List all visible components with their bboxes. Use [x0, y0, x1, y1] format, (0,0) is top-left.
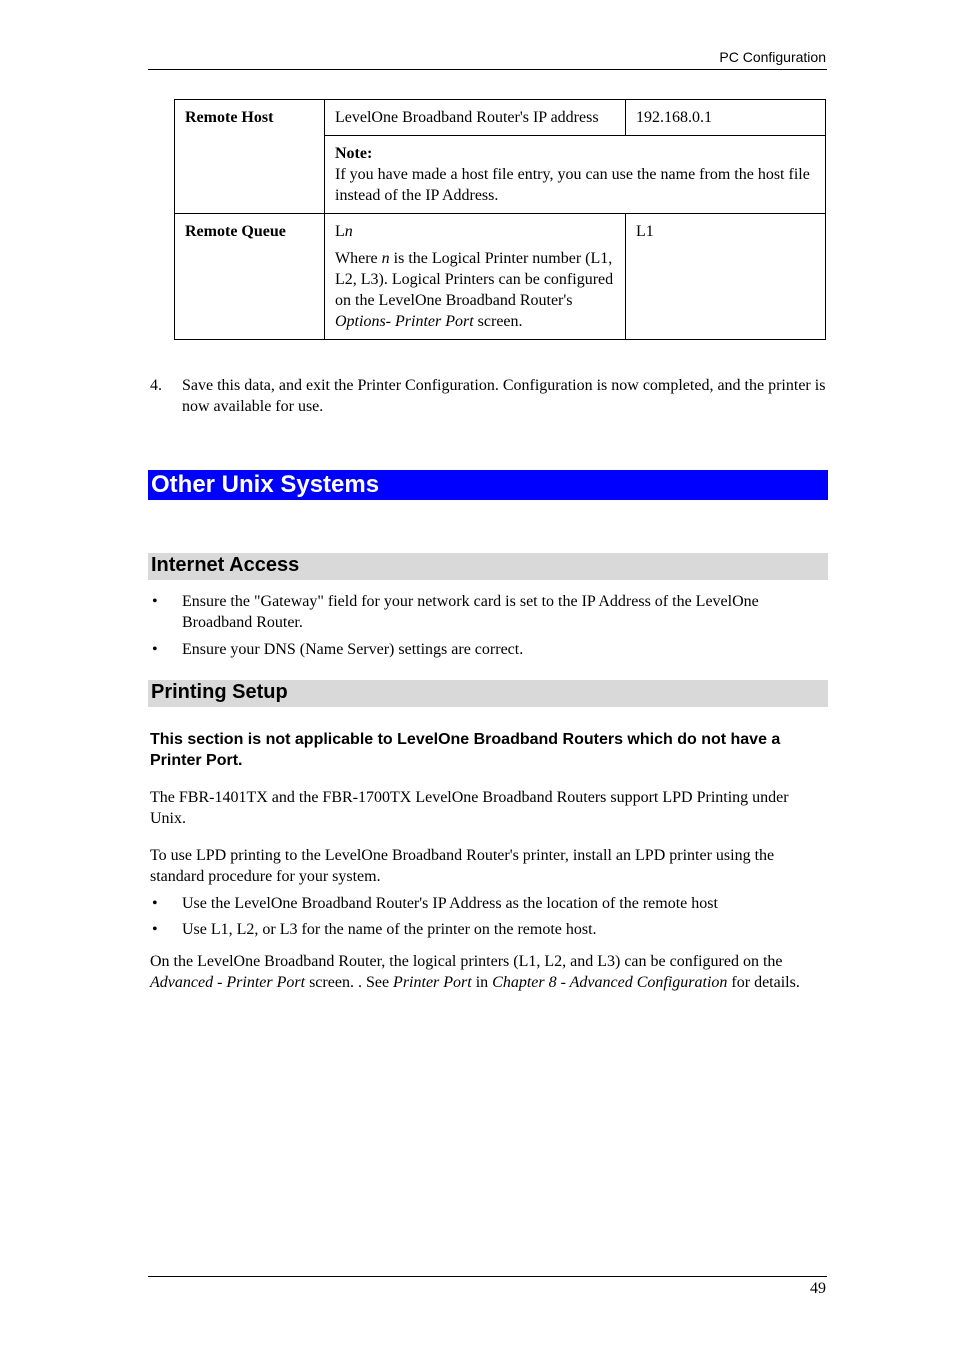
- queue-desc-c: screen.: [473, 313, 523, 330]
- table-row: [175, 100, 826, 136]
- queue-desc-var: n: [381, 250, 390, 267]
- note-text: If you have made a host file entry, you can use the name from the host file instead of the IP Address.: [335, 166, 810, 204]
- paragraph-logical-printers: [150, 951, 822, 993]
- cell-remote-host-description: LevelOne Broadband Router's IP address: [325, 100, 626, 136]
- cell-remote-queue-value: L1: [626, 214, 826, 340]
- running-header: PC Configuration: [719, 49, 826, 65]
- step-text: Save this data, and exit the Printer Configuration. Configuration is now completed, and the printer is now available for use.: [182, 377, 826, 415]
- section-title: Other Unix Systems: [151, 471, 380, 498]
- para3-section-ref: Printer Port: [393, 974, 472, 991]
- bullet-icon: •: [152, 921, 158, 938]
- para3-b: screen. . See: [305, 974, 394, 991]
- list-item-text: Use L1, L2, or L3 for the name of the printer on the remote host.: [182, 921, 597, 938]
- para3-chapter-ref: Chapter 8 - Advanced Configuration: [492, 974, 728, 991]
- list-item-text: Ensure the "Gateway" field for your network card is set to the IP Address of the LevelOne Broadband Router.: [182, 593, 759, 631]
- cell-label-remote-host: Remote Host: [175, 100, 325, 214]
- page-number: 49: [810, 1280, 826, 1297]
- list-item-text: Use the LevelOne Broadband Router's IP Address as the location of the remote host: [182, 895, 718, 912]
- header-rule: [148, 69, 827, 70]
- bullet-icon: •: [152, 641, 158, 658]
- queue-desc-b: is the Logical Printer number (L1, L2, L3). Logical Printers can be configured on the LevelOne Broadband Router's: [335, 250, 614, 309]
- step-number: 4.: [150, 377, 162, 394]
- cell-remote-host-value: 192.168.0.1: [626, 100, 826, 136]
- footer-rule: [148, 1276, 827, 1277]
- queue-explanation: [335, 248, 615, 332]
- cell-remote-host-note: [325, 136, 826, 214]
- queue-code: [335, 221, 615, 242]
- paragraph-lpd-install: To use LPD printing to the LevelOne Broadband Router's printer, install an LPD printer using the standard procedure for your system.: [150, 847, 775, 885]
- subsection-bar-printing-setup: [148, 680, 828, 707]
- applicability-note: This section is not applicable to LevelOne Broadband Routers which do not have a Printer Port.: [150, 731, 781, 769]
- bullet-icon: •: [152, 895, 158, 912]
- queue-code-prefix: L: [335, 223, 345, 240]
- subsection-title-printing-setup: Printing Setup: [151, 681, 288, 703]
- para3-a: On the LevelOne Broadband Router, the logical printers (L1, L2, and L3) can be configured on the: [150, 953, 783, 970]
- subsection-bar-internet-access: [148, 553, 828, 580]
- section-title-bar: [148, 470, 828, 500]
- bullet-icon: •: [152, 593, 158, 610]
- para3-screen-ref: Advanced - Printer Port: [150, 974, 306, 991]
- list-item-text: Ensure your DNS (Name Server) settings are correct.: [182, 641, 524, 658]
- table-row: [175, 214, 826, 340]
- queue-desc-a: Where: [335, 250, 382, 267]
- cell-label-remote-queue: Remote Queue: [175, 214, 325, 340]
- queue-code-var: n: [344, 223, 353, 240]
- para3-c: in: [471, 974, 493, 991]
- para3-d: for details.: [727, 974, 800, 991]
- subsection-title-internet-access: Internet Access: [151, 554, 300, 576]
- config-table: [174, 99, 826, 340]
- queue-desc-screen: Options- Printer Port: [335, 313, 474, 330]
- paragraph-lpd-support: The FBR-1401TX and the FBR-1700TX LevelOne Broadband Routers support LPD Printing under Unix.: [150, 789, 789, 827]
- cell-remote-queue-description: [325, 214, 626, 340]
- note-label: Note:: [335, 145, 373, 162]
